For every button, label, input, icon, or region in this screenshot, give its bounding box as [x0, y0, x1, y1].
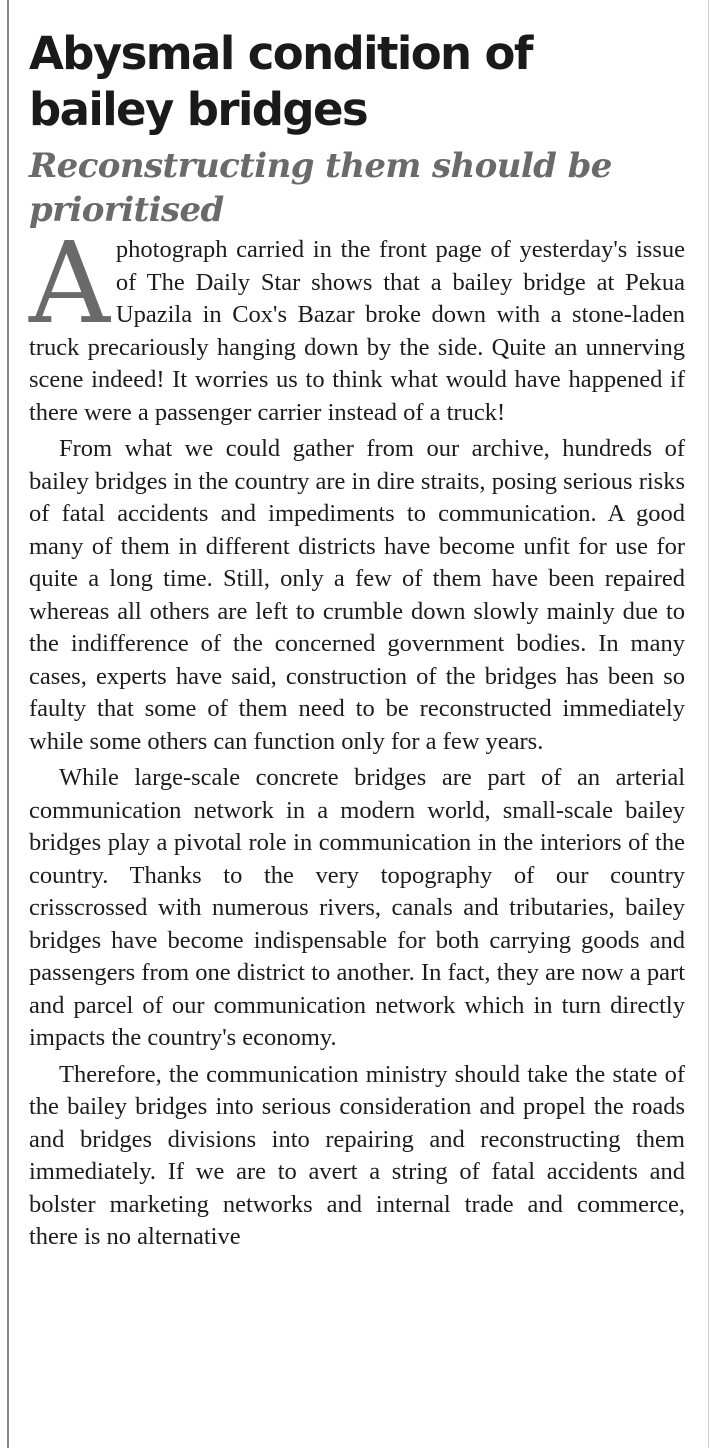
- paragraph-1: [29, 219, 685, 429]
- paragraph-3: While large-scale concrete bridges are part of an arterial communication network in a modern world, small-scale bailey bridges play a pivotal role in communication in the interiors of the country. Thanks to the very topography of our country crisscrossed with numerous rivers, canals and tributaries, bailey bridges have become indispensable for both carrying goods and passengers from one district to another. In fact, they are now a part and parcel of our communication network which in turn directly impacts the country's economy.: [29, 764, 685, 1051]
- drop-cap: A: [29, 219, 110, 349]
- editorial-article: [29, 26, 685, 1258]
- paragraph-4: Therefore, the communication ministry should take the state of the bailey bridges into serious consideration and propel the roads and bridges divisions into repairing and reconstructing them immediately. If we are to avert a string of fatal accidents and bolster marketing networks and internal trade and commerce, there is no alternative: [29, 1060, 685, 1250]
- subheadline: Reconstructing them should be prioritised: [29, 146, 612, 230]
- column-rule-right: [708, 0, 709, 1448]
- column-rule-left: [7, 0, 9, 1448]
- headline: Abysmal condition of bailey bridges: [29, 27, 532, 136]
- paragraph-1-text: photograph carried in the front page of yesterday's issue of The Daily Star shows that a bailey bridge at Pekua Upazila in Cox's Bazar broke down with a stone-laden truck precariously hanging down by the side. Quite an unnerving scene indeed! It worries us to think what would have happened if there were a passenger carrier instead of a truck!: [29, 236, 685, 426]
- paragraph-2: From what we could gather from our archive, hundreds of bailey bridges in the country are in dire straits, posing serious risks of fatal accidents and impediments to communication. A good many of them in different districts have become unfit for use for quite a long time. Still, only a few of them have been repaired whereas all others are left to crumble down slowly mainly due to the indifference of the concerned government bodies. In many cases, experts have said, construction of the bridges has been so faulty that some of them need to be reconstructed immediately while some others can function only for a few years.: [29, 435, 685, 755]
- article-body: [29, 219, 685, 1254]
